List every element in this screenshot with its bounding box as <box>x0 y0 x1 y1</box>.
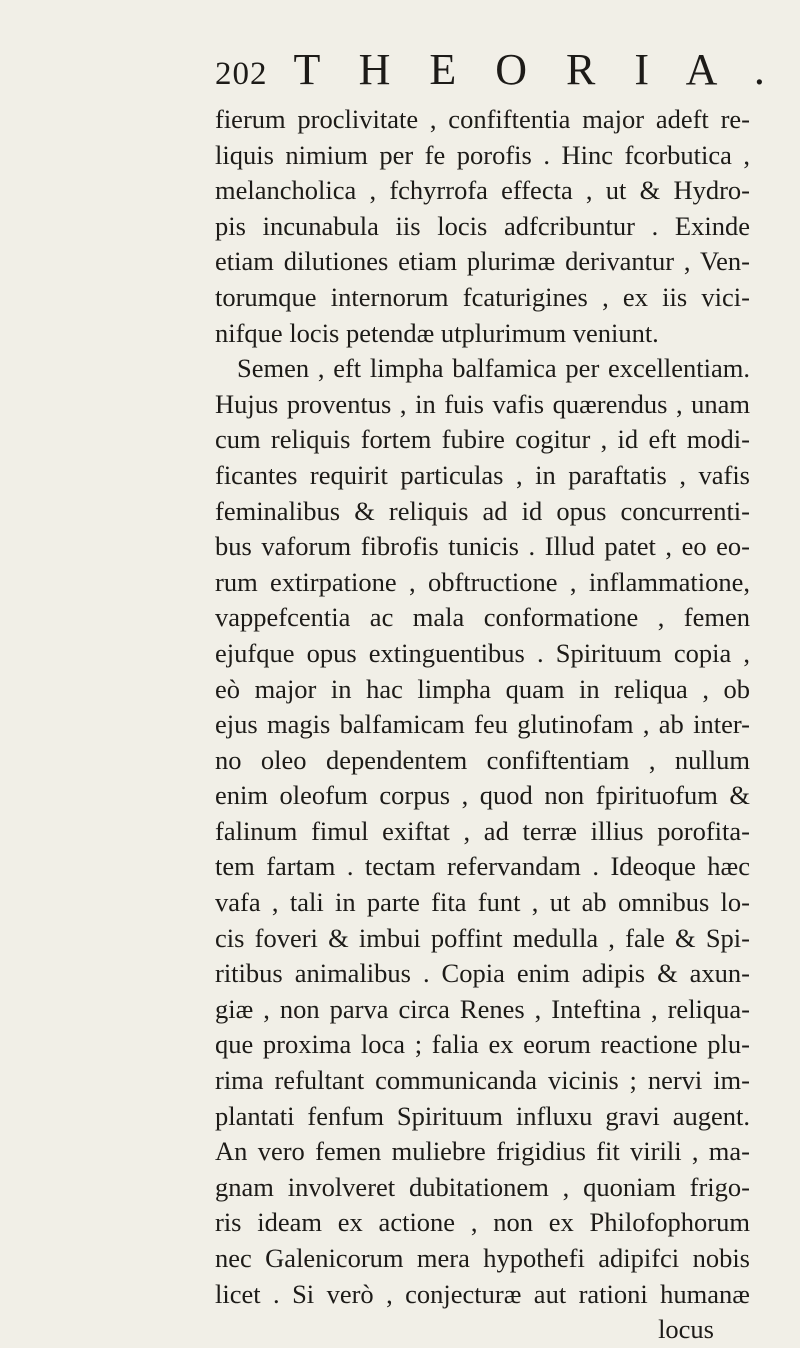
text-line: que proxima loca ; falia ex eorum reactione plu- <box>215 1029 750 1060</box>
text-line: nec Galenicorum mera hypothefi adipifci nobis <box>215 1243 750 1273</box>
text-line: feminalibus & reliquis ad id opus concurrenti- <box>215 495 750 526</box>
text-line: falinum fimul exiftat , ad terræ illius porofita- <box>215 815 750 846</box>
page-number: 202 <box>215 56 268 92</box>
running-title: T H E O R I A . <box>293 45 779 94</box>
text-line: melancholica , fchyrrofa effecta , ut & Hydro- <box>215 175 750 206</box>
catchword: locus <box>658 1314 714 1345</box>
text-line: An vero femen muliebre frigidius fit virili , ma- <box>215 1136 750 1167</box>
text-line: rum extirpatione , obftructione , inflammatione, <box>215 566 750 597</box>
text-line: pis incunabula iis locis adfcribuntur . Exinde <box>215 210 750 241</box>
text-line: Hujus proventus , in fuis vafis quærendus , unam <box>215 388 750 419</box>
text-line: gnam involveret dubitationem , quoniam frigo- <box>215 1171 750 1202</box>
text-line: cis foveri & imbui poffint medulla , fale & Spi- <box>215 922 750 953</box>
text-line: ejus magis balfamicam feu glutinofam , ab inter- <box>215 709 750 740</box>
text-line: no oleo dependentem confiftentiam , nullum <box>215 744 750 775</box>
text-line: ritibus animalibus . Copia enim adipis & axun- <box>215 958 750 989</box>
text-line: bus vaforum fibrofis tunicis . Illud patet , eo eo- <box>215 531 750 562</box>
text-line: rima refultant communicanda vicinis ; nervi im- <box>215 1065 750 1096</box>
body-text <box>215 102 750 1348</box>
text-line: plantati fenfum Spirituum influxu gravi augent. <box>215 1100 750 1131</box>
text-line: cum reliquis fortem fubire cogitur , id eft modi- <box>215 424 750 455</box>
text-line: tem fartam . tectam refervandam . Ideoque hæc <box>215 851 750 882</box>
text-line: ris ideam ex actione , non ex Philofophorum <box>215 1207 750 1238</box>
text-line: enim oleofum corpus , quod non fpirituofum & <box>215 780 750 811</box>
text-line: ficantes requirit particulas , in paraftatis , vafis <box>215 459 750 490</box>
text-line: etiam dilutiones etiam plurimæ derivantur , Ven- <box>215 246 750 277</box>
text-line: Semen , eft limpha balfamica per excellentiam. <box>237 353 750 384</box>
text-line: fierum proclivitate , confiftentia major adeft re- <box>215 104 750 134</box>
page-header <box>215 44 779 100</box>
text-line: liquis nimium per fe porofis . Hinc fcorbutica , <box>215 139 750 170</box>
text-line: ejufque opus extinguentibus . Spirituum copia , <box>215 637 750 668</box>
text-line: vafa , tali in parte fita funt , ut ab omnibus lo- <box>215 887 750 918</box>
text-line: nifque locis petendæ utplurimum veniunt. <box>215 317 659 348</box>
text-line: giæ , non parva circa Renes , Inteftina , reliqua- <box>215 993 750 1024</box>
text-line: eò major in hac limpha quam in reliqua , ob <box>215 673 750 704</box>
text-line: torumque internorum fcaturigines , ex iis vici- <box>215 281 750 312</box>
text-line: licet . Si verò , conjecturæ aut rationi humanæ <box>215 1278 750 1309</box>
text-line: vappefcentia ac mala conformatione , femen <box>215 602 750 633</box>
